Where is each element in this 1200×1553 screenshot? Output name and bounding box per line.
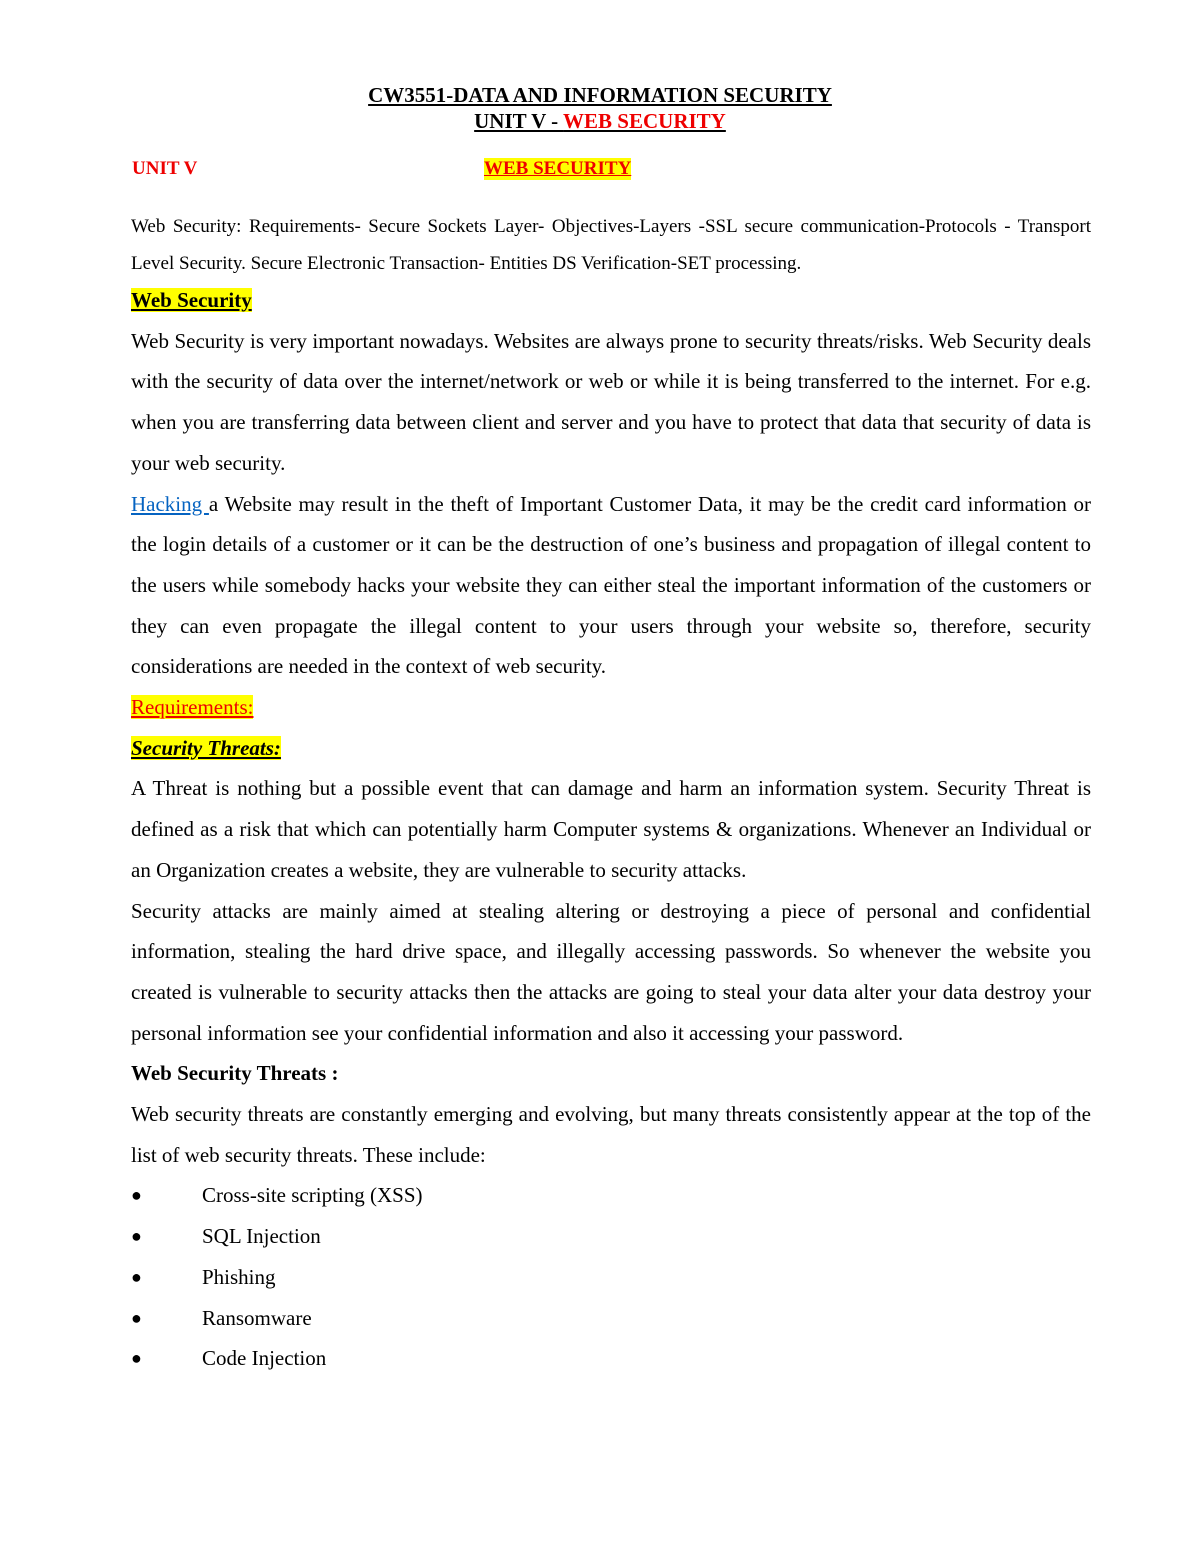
list-item-text: Cross-site scripting (XSS)	[202, 1183, 423, 1208]
unit-topic-label: WEB SECURITY	[484, 158, 632, 179]
list-item	[131, 1175, 1091, 1216]
list-item	[131, 1298, 1091, 1339]
web-security-threats-paragraph: Web security threats are constantly emerging and evolving, but many threats consistently appear at the top of the list of web security threats. These include:	[131, 1102, 1091, 1167]
list-item-text: Ransomware	[202, 1305, 312, 1330]
bullet-icon: ●	[131, 1185, 142, 1206]
document-body	[131, 280, 1091, 1379]
list-item	[131, 1257, 1091, 1298]
threats-paragraph-2: Security attacks are mainly aimed at stealing altering or destroying a piece of personal and confidential information, stealing the hard drive space, and illegally accessing passwords. So whenever the website you created is vulnerable to security attacks then the attacks are going to steal your data alter your data destroy your personal information see your confidential information and also it accessing your password.	[131, 898, 1091, 1045]
list-item	[131, 1338, 1091, 1379]
threat-list	[131, 1175, 1091, 1379]
list-item-text: SQL Injection	[202, 1224, 321, 1249]
list-item-text: Code Injection	[202, 1346, 327, 1371]
unit-title	[0, 108, 1200, 134]
syllabus-text: Web Security: Requirements- Secure Sockets Layer- Objectives-Layers -SSL secure communication-Protocols - Transport Level Security. Secure Electronic Transaction- Entities DS Verification-SET processing.	[131, 216, 1091, 274]
requirements-heading: Requirements:	[131, 695, 254, 720]
bullet-icon: ●	[131, 1266, 142, 1287]
unit-title-prefix: UNIT V -	[474, 109, 564, 133]
security-threats-heading: Security Threats:	[131, 735, 281, 760]
hacking-paragraph	[131, 484, 1091, 688]
list-item-text: Phishing	[202, 1264, 276, 1289]
bullet-icon: ●	[131, 1348, 142, 1369]
bullet-icon: ●	[131, 1307, 142, 1328]
web-security-paragraph: Web Security is very important nowadays. Websites are always prone to security threats/risks. Web Security deals with the security of data over the internet/network or web or while it is being transferred to the internet. For e.g. when you are transferring data between client and server and you have to protect that data that security of data is your web security.	[131, 328, 1091, 475]
threats-paragraph-1: A Threat is nothing but a possible event that can damage and harm an information system. Security Threat is defined as a risk that which can potentially harm Computer systems & organizations. Whenever an Individual or an Organization creates a website, they are vulnerable to security attacks.	[131, 776, 1091, 882]
list-item	[131, 1216, 1091, 1257]
web-security-heading: Web Security	[131, 288, 252, 312]
unit-title-topic: WEB SECURITY	[563, 109, 726, 133]
unit-label: UNIT V	[132, 158, 198, 179]
course-title: CW3551-DATA AND INFORMATION SECURITY	[368, 83, 832, 107]
bullet-icon: ●	[131, 1226, 142, 1247]
hacking-link[interactable]: Hacking	[131, 491, 209, 516]
hacking-paragraph-text: a Website may result in the theft of Important Customer Data, it may be the credit card information or the login details of a customer or it can be the destruction of one’s business and propagation of illegal content to the users while somebody hacks your website they can either steal the important information of the customers or they can even propagate the illegal content to your users through your website so, therefore, security considerations are needed in the context of web security.	[131, 491, 1091, 679]
web-security-threats-heading: Web Security Threats :	[131, 1061, 339, 1086]
